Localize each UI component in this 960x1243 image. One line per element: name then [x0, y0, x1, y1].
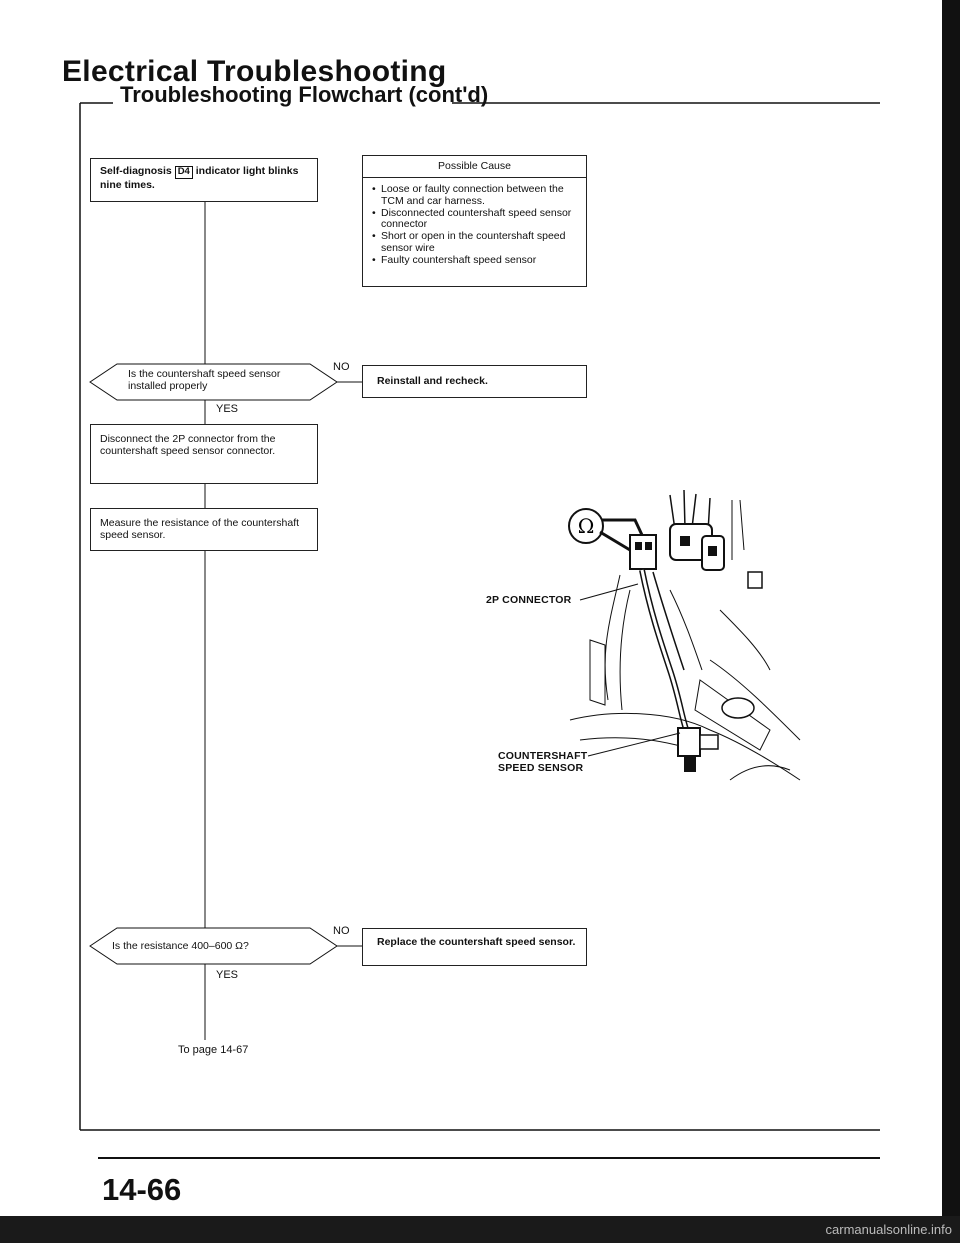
callout-sensor-line2: SPEED SENSOR [498, 762, 584, 774]
callout-sensor-line1: COUNTERSHAFT [498, 750, 588, 762]
possible-cause-heading: Possible Cause [363, 156, 586, 178]
replace-text: Replace the countershaft speed sensor. [377, 936, 576, 948]
disconnect-step-box [90, 424, 318, 484]
cause-item: • Short or open in the countershaft speed sensor wire [375, 231, 578, 255]
decision1-text: Is the countershaft speed sensor installed properly [128, 368, 281, 393]
start-prefix: Self-diagnosis [100, 165, 172, 177]
page-number: 14-66 [102, 1172, 182, 1207]
reinstall-text: Reinstall and recheck. [377, 375, 488, 387]
page-title: Electrical Troubleshooting [62, 55, 447, 88]
no1-label: NO [333, 361, 350, 373]
connector-leader-line [580, 584, 638, 600]
replace-box [362, 928, 587, 966]
possible-cause-list [363, 178, 586, 272]
ohm-symbol: Ω [577, 514, 595, 538]
yes2-label: YES [216, 969, 239, 981]
possible-cause-box [362, 155, 587, 287]
measure-step-text: Measure the resistance of the countershaft speed sensor. [100, 517, 300, 542]
page-subtitle: Troubleshooting Flowchart (cont'd) [120, 82, 489, 107]
callout-2p-connector: 2P CONNECTOR [486, 594, 572, 606]
2p-connector-shape [630, 535, 656, 569]
scan-right-edge [942, 0, 960, 1243]
no2-label: NO [333, 925, 350, 937]
cause-item: • Faulty countershaft speed sensor [375, 255, 578, 267]
reinstall-box [362, 365, 587, 398]
goto-page-label: To page 14-67 [178, 1044, 249, 1056]
start-box [90, 158, 318, 202]
cause-item: • Loose or faulty connection between the TCM and car harness. [375, 184, 578, 208]
sensor-leader-line [588, 733, 680, 756]
watermark-text: carmanualsonline.info [825, 1222, 952, 1237]
yes1-label: YES [216, 403, 239, 415]
decision2-text: Is the resistance 400–600 Ω? [112, 940, 249, 952]
measure-step-box [90, 508, 318, 551]
scan-bottom-strip [0, 1216, 960, 1243]
start-suffix: indicator light blinks nine times. [100, 165, 299, 191]
d4-indicator-badge: D4 [175, 166, 193, 179]
disconnect-step-text: Disconnect the 2P connector from the countershaft speed sensor connector. [100, 433, 276, 458]
cause-item: • Disconnected countershaft speed sensor connector [375, 208, 578, 232]
